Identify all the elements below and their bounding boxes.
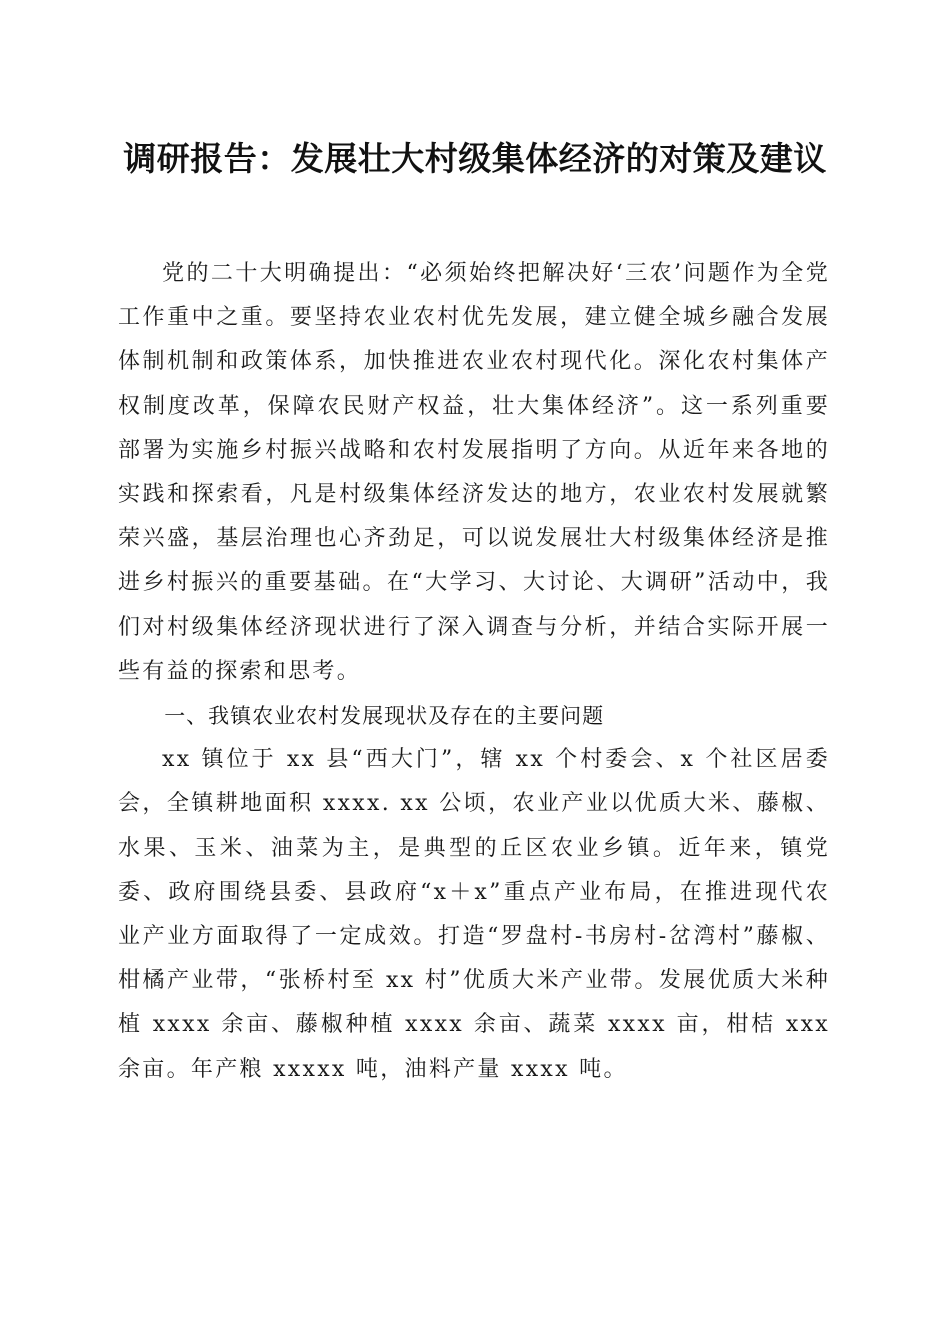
document-body bbox=[118, 252, 830, 1092]
section-heading: 一、我镇农业农村发展现状及存在的主要问题 bbox=[164, 704, 605, 729]
document-title: 调研报告：发展壮大村级集体经济的对策及建议 bbox=[123, 139, 827, 178]
intro-paragraph: 党的二十大明确提出：“必须始终把解决好‘三农’问题作为全党工作重中之重。要坚持农业农村优先发展，建立健全城乡融合发展体制机制和政策体系，加快推进农业农村现代化。深化农村集体产权制度改革，保障农民财产权益，壮大集体经济”。这一系列重要部署为实施乡村振兴战略和农村发展指明了方向。从近年来各地的实践和探索看，凡是村级集体经济发达的地方，农业农村发展就繁荣兴盛，基层治理也心齐劲足，可以说发展壮大村级集体经济是推进乡村振兴的重要基础。在“大学习、大讨论、大调研”活动中，我们对村级集体经济现状进行了深入调查与分析，并结合实际开展一些有益的探索和思考。 bbox=[118, 261, 830, 684]
section-paragraph: xx 镇位于 xx 县“西大门”，辖 xx 个村委会、x 个社区居委会，全镇耕地面积 xxxx. xx 公顷，农业产业以优质大米、藤椒、水果、玉米、油菜为主，是典型的丘区农业乡镇。近年来，镇党委、政府围绕县委、县政府“x＋x”重点产业布局，在推进现代农业产业方面取得了一定成效。打造“罗盘村-书房村-岔湾村”藤椒、柑橘产业带，“张桥村至 xx 村”优质大米产业带。发展优质大米种植 xxxx 余亩、藤椒种植 xxxx 余亩、蔬菜 xxxx 亩，柑桔 xxx 余亩。年产粮 xxxxx 吨，油料产量 xxxx 吨。 bbox=[118, 747, 830, 1082]
